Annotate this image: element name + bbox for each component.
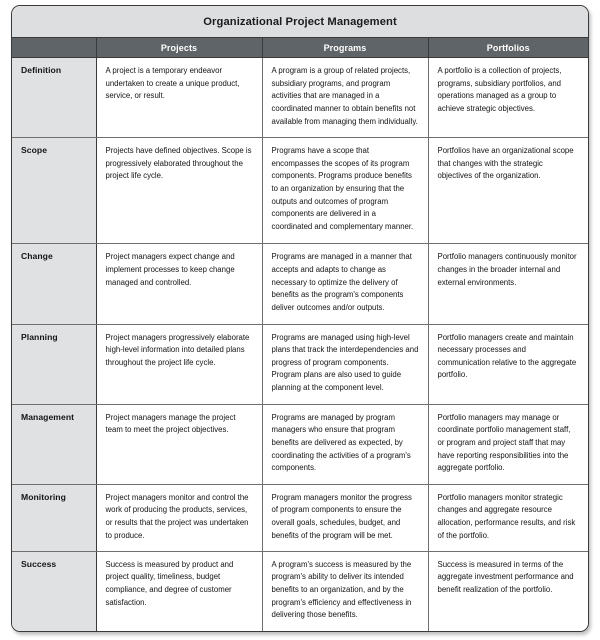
cell-management-programs: Programs are managed by program managers who ensure that program benefits are delivered as expected, by coordinating the activities of a program's components. [262,404,428,484]
cell-change-projects: Project managers expect change and implement processes to keep change managed and controlled. [96,244,262,324]
table-head [12,6,588,58]
table-row [12,324,588,404]
table-row [12,138,588,244]
cell-scope-projects: Projects have defined objectives. Scope is progressively elaborated throughout the project life cycle. [96,138,262,244]
cell-success-programs: A program's success is measured by the program's ability to deliver its intended benefits to an organization, and by the program's efficiency and effectiveness in delivering those benefits. [262,551,428,631]
cell-planning-projects: Project managers progressively elaborate high-level information into detailed plans throughout the project life cycle. [96,324,262,404]
table-title: Organizational Project Management [12,6,588,38]
cell-scope-portfolios: Portfolios have an organizational scope that changes with the strategic objectives of the organization. [428,138,588,244]
cell-monitoring-programs: Program managers monitor the progress of program components to ensure the overall goals, schedules, budget, and benefits of the program will be met. [262,484,428,551]
cell-management-projects: Project managers manage the project team to meet the project objectives. [96,404,262,484]
table-row [12,58,588,138]
cell-scope-programs: Programs have a scope that encompasses the scopes of its program components. Programs produce benefits to an organization by ensuring that the outputs and outcomes of program components are delivered in a coordinated and complementary manner. [262,138,428,244]
comparison-table-frame [11,5,589,632]
column-header-blank [12,38,96,58]
row-label-management: Management [12,404,96,484]
cell-monitoring-projects: Project managers monitor and control the work of producing the products, services, or results that the project was undertaken to produce. [96,484,262,551]
cell-success-projects: Success is measured by product and project quality, timeliness, budget compliance, and degree of customer satisfaction. [96,551,262,631]
cell-planning-programs: Programs are managed using high-level plans that track the interdependencies and progress of program components. Program plans are also used to guide planning at the component level. [262,324,428,404]
table-row [12,244,588,324]
opm-comparison-table [12,6,588,631]
row-label-change: Change [12,244,96,324]
cell-monitoring-portfolios: Portfolio managers monitor strategic changes and aggregate resource allocation, performance results, and risk of the portfolio. [428,484,588,551]
table-row [12,551,588,631]
cell-management-portfolios: Portfolio managers may manage or coordinate portfolio management staff, or program and project staff that may have reporting responsibilities into the aggregate portfolio. [428,404,588,484]
cell-definition-projects: A project is a temporary endeavor undertaken to create a unique product, service, or result. [96,58,262,138]
column-header-projects: Projects [96,38,262,58]
row-label-success: Success [12,551,96,631]
row-label-planning: Planning [12,324,96,404]
row-label-scope: Scope [12,138,96,244]
column-header-portfolios: Portfolios [428,38,588,58]
table-body [12,58,588,632]
cell-success-portfolios: Success is measured in terms of the aggregate investment performance and benefit realization of the portfolio. [428,551,588,631]
table-row [12,484,588,551]
cell-definition-portfolios: A portfolio is a collection of projects, programs, subsidiary portfolios, and operations managed as a group to achieve strategic objectives. [428,58,588,138]
row-label-monitoring: Monitoring [12,484,96,551]
cell-change-portfolios: Portfolio managers continuously monitor changes in the broader internal and external environments. [428,244,588,324]
cell-definition-programs: A program is a group of related projects, subsidiary programs, and program activities that are managed in a coordinated manner to obtain benefits not available from managing them individually. [262,58,428,138]
column-header-programs: Programs [262,38,428,58]
cell-change-programs: Programs are managed in a manner that accepts and adapts to change as necessary to optimize the delivery of benefits as the program's components deliver outcomes and/or outputs. [262,244,428,324]
row-label-definition: Definition [12,58,96,138]
column-header-row [12,38,588,58]
table-row [12,404,588,484]
table-title-row [12,6,588,38]
cell-planning-portfolios: Portfolio managers create and maintain necessary processes and communication relative to the aggregate portfolio. [428,324,588,404]
